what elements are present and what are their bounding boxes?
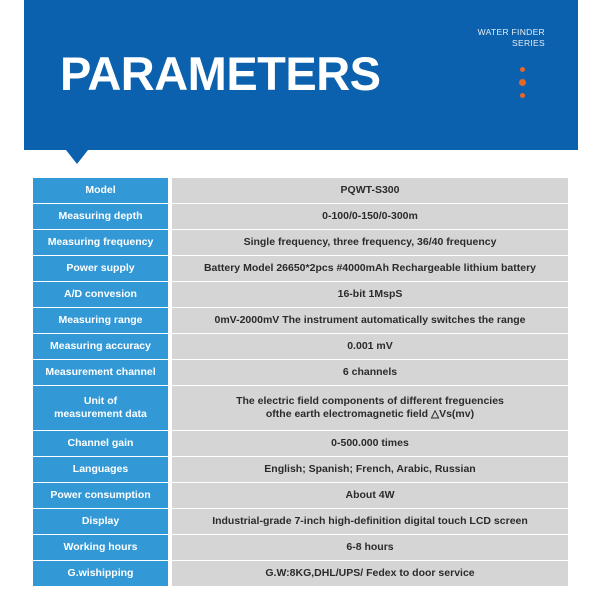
row-value: 6 channels xyxy=(168,360,568,385)
row-value: PQWT-S300 xyxy=(168,178,568,203)
row-label: G.wishipping xyxy=(33,561,168,586)
row-label: Power supply xyxy=(33,256,168,281)
row-label: Measurement channel xyxy=(33,360,168,385)
row-label: Working hours xyxy=(33,535,168,560)
row-label: Measuring range xyxy=(33,308,168,333)
row-value: Industrial-grade 7-inch high-definition digital touch LCD screen xyxy=(168,509,568,534)
table-row xyxy=(33,282,568,307)
table-row xyxy=(33,230,568,255)
row-value: G.W:8KG,DHL/UPS/ Fedex to door service xyxy=(168,561,568,586)
specifications-table xyxy=(33,177,568,587)
row-label-line-2: measurement data xyxy=(54,408,147,420)
row-value: Battery Model 26650*2pcs #4000mAh Rechargeable lithium battery xyxy=(168,256,568,281)
table-row xyxy=(33,178,568,203)
dot-icon-3 xyxy=(520,93,525,98)
table-row xyxy=(33,457,568,482)
row-label-line-1: Unit of xyxy=(83,395,118,407)
decorative-dots xyxy=(519,67,526,98)
row-label: Channel gain xyxy=(33,431,168,456)
table-row xyxy=(33,561,568,586)
header-pointer-arrow-icon xyxy=(66,150,88,164)
series-label-line-1: WATER FINDER xyxy=(477,27,545,37)
series-label-line-2: SERIES xyxy=(512,38,545,48)
row-value: About 4W xyxy=(168,483,568,508)
table-body xyxy=(33,178,568,586)
row-value xyxy=(168,386,568,430)
row-value-line-1: The electric field components of different freguencies xyxy=(236,395,504,407)
table-row xyxy=(33,535,568,560)
row-label: Measuring depth xyxy=(33,204,168,229)
page-title: PARAMETERS xyxy=(60,47,381,100)
row-label xyxy=(33,386,168,430)
row-value: 16-bit 1MspS xyxy=(168,282,568,307)
row-label: A/D convesion xyxy=(33,282,168,307)
row-value-line-2: ofthe earth electromagnetic field △Vs(mv) xyxy=(265,408,475,420)
table-row xyxy=(33,386,568,430)
table-row xyxy=(33,483,568,508)
row-label: Measuring accuracy xyxy=(33,334,168,359)
row-value: 0-500.000 times xyxy=(168,431,568,456)
row-value: 0mV-2000mV The instrument automatically switches the range xyxy=(168,308,568,333)
row-value: 0-100/0-150/0-300m xyxy=(168,204,568,229)
row-value: 6-8 hours xyxy=(168,535,568,560)
row-label: Languages xyxy=(33,457,168,482)
table-row xyxy=(33,204,568,229)
table-row xyxy=(33,308,568,333)
row-label: Power consumption xyxy=(33,483,168,508)
header-banner xyxy=(24,0,578,150)
table-row xyxy=(33,334,568,359)
dot-icon-2 xyxy=(519,79,526,86)
row-label: Measuring frequency xyxy=(33,230,168,255)
dot-icon-1 xyxy=(520,67,525,72)
row-label: Display xyxy=(33,509,168,534)
row-value: 0.001 mV xyxy=(168,334,568,359)
row-value: English; Spanish; French, Arabic, Russian xyxy=(168,457,568,482)
table-row xyxy=(33,256,568,281)
table-row xyxy=(33,360,568,385)
row-value: Single frequency, three frequency, 36/40 frequency xyxy=(168,230,568,255)
row-label: Model xyxy=(33,178,168,203)
table-row xyxy=(33,509,568,534)
series-label xyxy=(478,27,545,49)
table-row xyxy=(33,431,568,456)
